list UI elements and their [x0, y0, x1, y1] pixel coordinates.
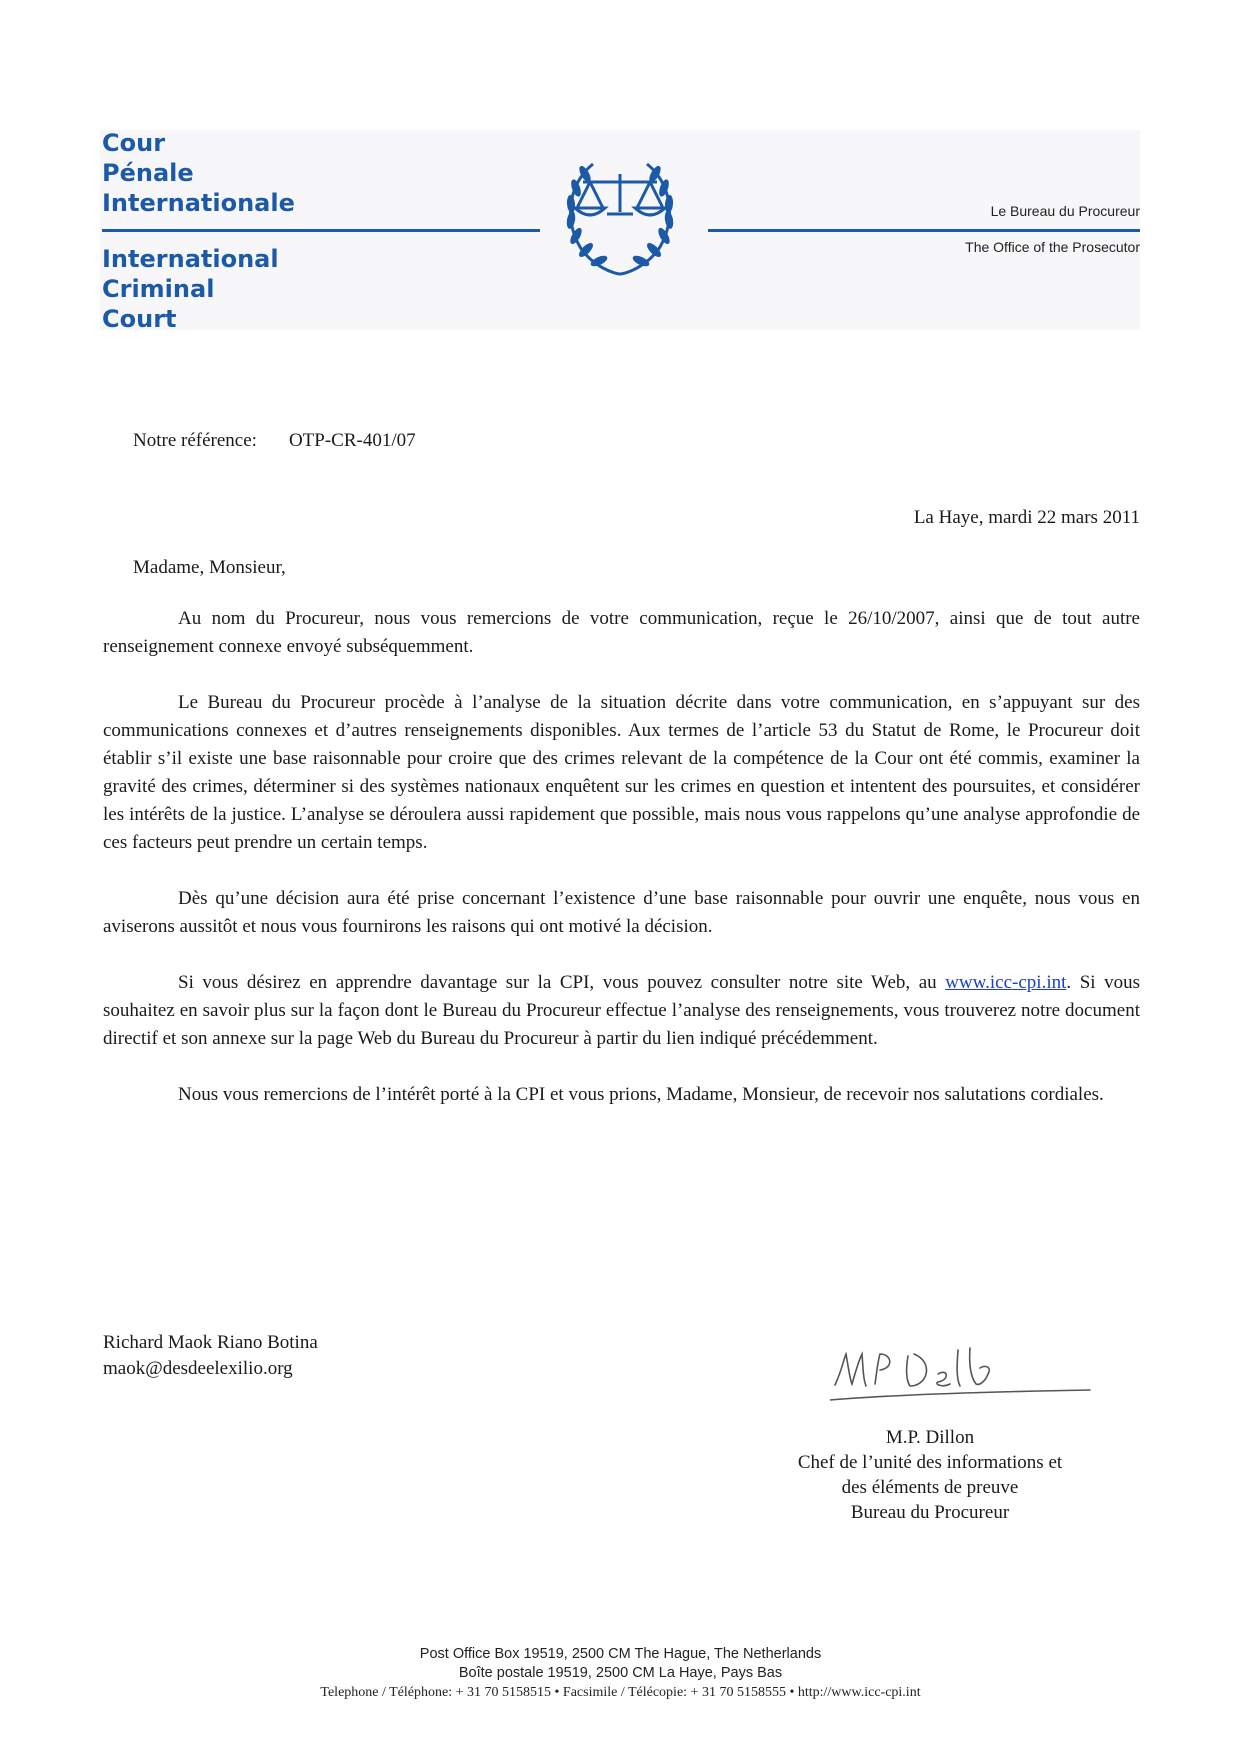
paragraph-4-text-after: . Si vous souhaitez en savoir plus sur la façon dont le Bureau du Procureur effectue l’analyse des renseignements, vous trouverez notre document directif et son annexe sur la page Web du Bureau du Procureur à partir du lien indiqué précédemment. — [103, 972, 1140, 1049]
footer-address-fr: Boîte postale 19519, 2500 CM La Haye, Pays Bas — [458, 1665, 783, 1681]
signatory-office: Bureau du Procureur — [850, 1502, 1010, 1523]
icc-website-link[interactable]: www.icc-cpi.int — [945, 972, 1067, 993]
court-fr-line-1: Cour — [102, 129, 166, 157]
court-name-french — [102, 128, 295, 218]
paragraph-3: Dès qu’une décision aura été prise concernant l’existence d’une base raisonnable pour ouvrir une enquête, nous vous en aviserons aussitôt et nous vous fournirons les raisons qui ont motivé la décision. — [103, 888, 1140, 937]
recipient-email: maok@desdeelexilio.org — [103, 1358, 293, 1379]
signatory-name: M.P. Dillon — [885, 1427, 975, 1448]
signatory-title-line-2: des éléments de preuve — [841, 1477, 1019, 1498]
office-name-english: The Office of the Prosecutor — [965, 239, 1140, 255]
paragraph-4-text-before: Si vous désirez en apprendre davantage sur la CPI, vous pouvez consulter notre site Web, au — [178, 972, 946, 993]
court-fr-line-3: Internationale — [102, 189, 295, 217]
office-name-french: Le Bureau du Procureur — [990, 203, 1140, 219]
recipient-name: Richard Maok Riano Botina — [103, 1332, 318, 1353]
reference-value: OTP-CR-401/07 — [288, 430, 416, 451]
court-en-line-2: Criminal — [102, 275, 215, 303]
court-en-line-3: Court — [102, 305, 177, 333]
letterhead-rule-right — [708, 229, 1140, 232]
handwritten-signature-icon — [830, 1340, 1100, 1410]
reference-label: Notre référence: — [133, 430, 257, 451]
paragraph-2: Le Bureau du Procureur procède à l’analyse de la situation décrite dans votre communication, en s’appuyant sur des communications connexes et d’autres renseignements disponibles. Aux termes de l’article 53 du Statut de Rome, le Procureur doit établir s’il existe une base raisonnable pour croire que des crimes relevant de la compétence de la Cour ont été commis, examiner la gravité des crimes, déterminer si des systèmes nationaux enquêtent sur les crimes en question et intentent des poursuites, et considérer les intérêts de la justice. L’analyse se déroulera aussi rapidement que possible, mais nous vous rappelons qu’une analyse approfondie de ces facteurs peut prendre un certain temps. — [103, 692, 1140, 853]
letter-date: La Haye, mardi 22 mars 2011 — [913, 507, 1140, 528]
court-en-line-1: International — [102, 245, 279, 273]
signatory-title-line-1: Chef de l’unité des informations et — [797, 1452, 1063, 1473]
letter-body — [103, 605, 1140, 1137]
icc-scales-emblem-icon — [545, 152, 695, 282]
paragraph-4 — [103, 969, 1140, 1053]
court-name-english — [102, 244, 279, 334]
paragraph-5: Nous vous remercions de l’intérêt porté à la CPI et vous prions, Madame, Monsieur, de recevoir nos salutations cordiales. — [178, 1084, 1104, 1105]
recipient-block — [103, 1330, 318, 1382]
paragraph-1: Au nom du Procureur, nous vous remercions de votre communication, reçue le 26/10/2007, ainsi que de tout autre renseignement connexe envoyé subséquemment. — [103, 608, 1140, 657]
salutation: Madame, Monsieur, — [133, 557, 286, 578]
signatory-block — [760, 1425, 1100, 1525]
court-fr-line-2: Pénale — [102, 159, 194, 187]
letterhead-rule-left — [102, 229, 540, 232]
footer-address-en: Post Office Box 19519, 2500 CM The Hague, The Netherlands — [419, 1646, 822, 1662]
reference-line — [133, 430, 416, 452]
letter-footer — [0, 1645, 1241, 1702]
footer-contact: Telephone / Téléphone: + 31 70 5158515 • Facsimile / Télécopie: + 31 70 5158555 • http://www.icc-cpi.int — [320, 1685, 921, 1700]
